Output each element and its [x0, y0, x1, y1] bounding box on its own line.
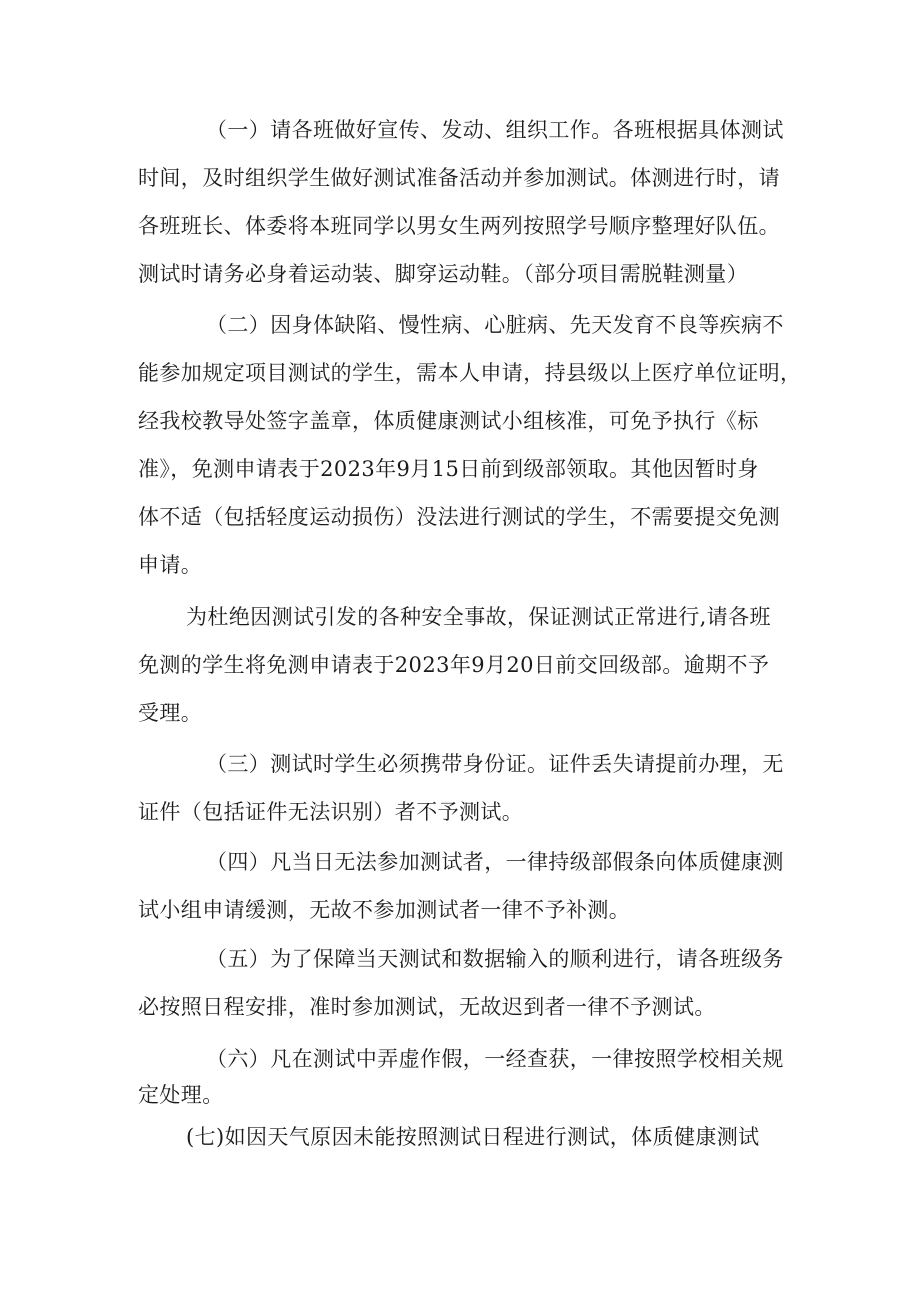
- paragraph-2-line-6: 申请。: [138, 553, 203, 577]
- paragraph-1-line-1: （一）请各班做好宣传、发动、组织工作。各班根据具体测试: [206, 118, 784, 142]
- paragraph-3-line-1: 为杜绝因测试引发的各种安全事故，保证测试正常进行,请各班: [186, 605, 771, 629]
- paragraph-5-line-1: （四）凡当日无法参加测试者，一律持级部假条向体质健康测: [206, 850, 784, 874]
- paragraph-4-line-2: 证件（包括证件无法识别）者不予测试。: [138, 800, 524, 824]
- paragraph-1-line-2: 时间，及时组织学生做好测试准备活动并参加测试。体测进行时，请: [138, 166, 780, 190]
- paragraph-2-line-5: 体不适（包括轻度运动损伤）没法进行测试的学生，不需要提交免测: [138, 505, 780, 529]
- paragraph-6-line-2: 必按照日程安排，准时参加测试，无故迟到者一律不予测试。: [138, 995, 716, 1019]
- paragraph-2-line-2: 能参加规定项目测试的学生，需本人申请，持县级以上医疗单位证明，: [138, 361, 802, 385]
- paragraph-1-line-3: 各班班长、体委将本班同学以男女生两列按照学号顺序整理好队伍。: [138, 214, 780, 238]
- paragraph-1-line-4: 测试时请务必身着运动装、脚穿运动鞋。（部分项目需脱鞋测量）: [138, 262, 749, 286]
- paragraph-7-line-2: 定处理。: [138, 1083, 224, 1107]
- paragraph-5-line-2: 试小组申请缓测，无故不参加测试者一律不予补测。: [138, 898, 631, 922]
- paragraph-2-line-1: （二）因身体缺陷、慢性病、心脏病、先天发育不良等疾病不: [206, 313, 784, 337]
- paragraph-4-line-1: （三）测试时学生必须携带身份证。证件丢失请提前办理，无: [206, 752, 784, 776]
- paragraph-8-line-1: (七)如因天气原因未能按照测试日程进行测试，体质健康测试: [186, 1125, 760, 1149]
- paragraph-7-line-1: （六）凡在测试中弄虚作假，一经查获，一律按照学校相关规: [206, 1047, 784, 1071]
- paragraph-3-line-2: 免测的学生将免测申请表于2023年9月20日前交回级部。逾期不予: [138, 653, 770, 677]
- paragraph-6-line-1: （五）为了保障当天测试和数据输入的顺利进行，请各班级务: [206, 947, 784, 971]
- paragraph-2-line-4: 准》，免测申请表于2023年9月15日前到级部领取。其他因暂时身: [138, 457, 759, 481]
- paragraph-2-line-3: 经我校教导处签字盖章，体质健康测试小组核准，可免予执行《标: [138, 409, 759, 433]
- paragraph-3-line-3: 受理。: [138, 701, 203, 725]
